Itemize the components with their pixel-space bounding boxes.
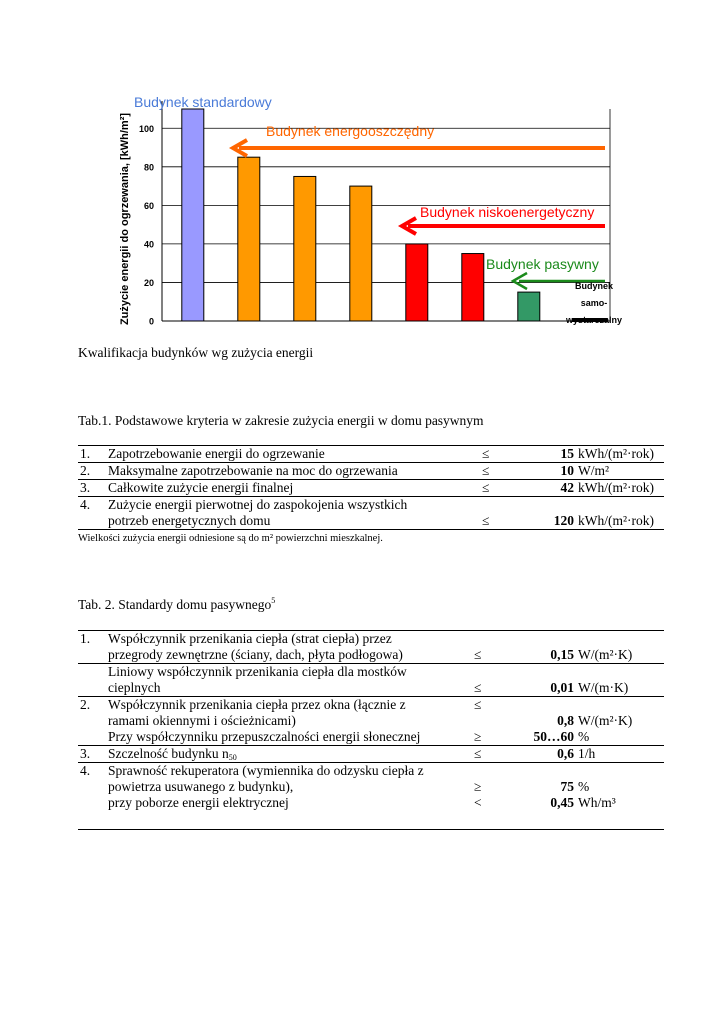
- standard-text: Sprawność rekuperatora (wymiennika do odzysku ciepła z: [108, 763, 424, 778]
- subscript: 50: [228, 753, 237, 762]
- table2-title: [78, 597, 275, 613]
- table2-row: [78, 746, 664, 763]
- table1-row: [78, 463, 664, 480]
- standard-unit: W/(m²·K): [576, 647, 664, 664]
- standard-unit: W/(m²·K): [578, 713, 633, 728]
- standard-value: 75: [560, 779, 574, 794]
- annotation-self-sufficient: wystarczalny: [565, 315, 623, 325]
- bar: [518, 292, 540, 321]
- criterion-text: Maksymalne zapotrzebowanie na moc do ogrzewania: [106, 463, 480, 480]
- standard-unit: 1/h: [576, 746, 664, 763]
- standard-unit: W/(m·K): [576, 680, 664, 697]
- relation-sign: ≥: [472, 729, 508, 746]
- criterion-unit: kWh/(m²·rok): [576, 446, 664, 463]
- chart-caption: Kwalifikacja budynków wg zużycia energii: [78, 345, 314, 360]
- y-tick-label: 0: [148, 316, 154, 327]
- standard-text: [106, 746, 472, 763]
- relation-sign: ≤: [482, 513, 490, 528]
- bar: [462, 254, 484, 321]
- standard-unit: %: [578, 779, 590, 794]
- criterion-unit: kWh/(m²·rok): [578, 513, 655, 528]
- relation-sign: ≤: [480, 446, 518, 463]
- criterion-unit: W/m²: [576, 463, 664, 480]
- bar: [238, 157, 260, 321]
- table1-row: [78, 446, 664, 463]
- table2-row: [78, 795, 664, 811]
- table2-row: [78, 664, 664, 681]
- relation-sign: ≤: [472, 746, 508, 763]
- standard-text: cieplnych: [106, 680, 472, 697]
- relation-sign: <: [474, 795, 482, 810]
- y-axis-label: Zużycie energii do ogrzewania, [kWh/m²]: [119, 112, 131, 326]
- annotation-standard: Budynek standardowy: [134, 94, 272, 110]
- criterion-text: Całkowite zużycie energii finalnej: [106, 480, 480, 497]
- standard-value: 0,15: [508, 647, 576, 664]
- standard-value: 0,01: [508, 680, 576, 697]
- criterion-value: 10: [518, 463, 576, 480]
- standard-value: 50…60: [508, 729, 576, 746]
- annotation-passive: Budynek pasywny: [486, 256, 599, 272]
- table2-row: [78, 763, 664, 780]
- standard-text: Współczynnik przenikania ciepła (strat ciepła) przez: [108, 631, 392, 646]
- relation-sign: ≤: [474, 697, 482, 712]
- standard-unit: Wh/m³: [578, 795, 616, 810]
- criterion-value: 15: [518, 446, 576, 463]
- table2-row: [78, 779, 664, 795]
- row-number: 2.: [80, 697, 91, 712]
- row-number: 2.: [78, 463, 106, 480]
- row-number: 3.: [78, 480, 106, 497]
- relation-sign: ≤: [472, 647, 508, 664]
- table1-row: [78, 480, 664, 497]
- criterion-unit: kWh/(m²·rok): [576, 480, 664, 497]
- footnote-ref: 5: [271, 596, 276, 605]
- row-number: 3.: [78, 746, 106, 763]
- table2-row: [78, 713, 664, 729]
- criterion-text-line: potrzeb energetycznych domu: [108, 513, 271, 528]
- relation-sign: ≤: [480, 463, 518, 480]
- standard-text: powietrza usuwanego z budynku),: [108, 779, 294, 794]
- standard-value: 0,6: [508, 746, 576, 763]
- table1-note: Wielkości zużycia energii odniesione są do m² powierzchni mieszkalnej.: [78, 533, 383, 544]
- standard-text: przegrody zewnętrzne (ściany, dach, płyta podłogowa): [106, 647, 472, 664]
- table2: [78, 630, 664, 830]
- annotation-self-sufficient: samo-: [580, 298, 608, 308]
- y-tick-label: 60: [143, 200, 154, 211]
- standard-value: 0,45: [550, 795, 574, 810]
- table2-row: [78, 729, 664, 746]
- bar: [406, 244, 428, 321]
- table1-row: [78, 497, 664, 530]
- table2-row: [78, 697, 664, 714]
- row-number: 4.: [80, 763, 91, 778]
- criterion-text: [106, 497, 480, 530]
- table2-row: [78, 631, 664, 648]
- y-tick-label: 100: [138, 123, 154, 134]
- table2-title-text: Tab. 2. Standardy domu pasywnego: [78, 597, 272, 612]
- criterion-value: 120: [553, 513, 574, 528]
- row-number: 1.: [80, 631, 91, 646]
- bar: [182, 109, 204, 321]
- table1-title: Tab.1. Podstawowe kryteria w zakresie zużycia energii w domu pasywnym: [78, 413, 484, 428]
- energy-chart: [100, 92, 623, 332]
- y-tick-label: 80: [143, 162, 154, 173]
- annotation-energy-saving: Budynek energooszczędny: [266, 123, 435, 139]
- bar: [350, 186, 372, 321]
- y-tick-label: 40: [143, 239, 154, 250]
- criterion-text-line: Zużycie energii pierwotnej do zaspokojenia wszystkich: [108, 497, 408, 512]
- standard-text: ramami okiennymi i ościeżnicami): [108, 713, 296, 728]
- standard-text: przy poborze energii elektrycznej: [108, 795, 289, 810]
- standard-text-main: Szczelność budynku n: [108, 746, 229, 761]
- standard-text: Współczynnik przenikania ciepła przez okna (łącznie z: [108, 697, 406, 712]
- standard-unit: %: [576, 729, 664, 746]
- y-tick-label: 20: [143, 277, 154, 288]
- table2-row: [78, 647, 664, 664]
- row-number: 4.: [80, 497, 91, 512]
- annotation-self-sufficient: Budynek: [574, 281, 614, 291]
- bar: [294, 176, 316, 321]
- relation-sign: ≤: [472, 680, 508, 697]
- table2-row: [78, 680, 664, 697]
- criterion-text: Zapotrzebowanie energii do ogrzewanie: [106, 446, 480, 463]
- standard-text: Liniowy współczynnik przenikania ciepła dla mostków: [108, 664, 407, 679]
- relation-sign: ≤: [480, 480, 518, 497]
- criterion-value: 42: [518, 480, 576, 497]
- table1: [78, 445, 664, 530]
- standard-value: 0,8: [557, 713, 574, 728]
- standard-text: Przy współczynniku przepuszczalności energii słonecznej: [106, 729, 472, 746]
- annotation-low-energy: Budynek niskoenergetyczny: [420, 204, 595, 220]
- row-number: 1.: [78, 446, 106, 463]
- relation-sign: ≥: [474, 779, 482, 794]
